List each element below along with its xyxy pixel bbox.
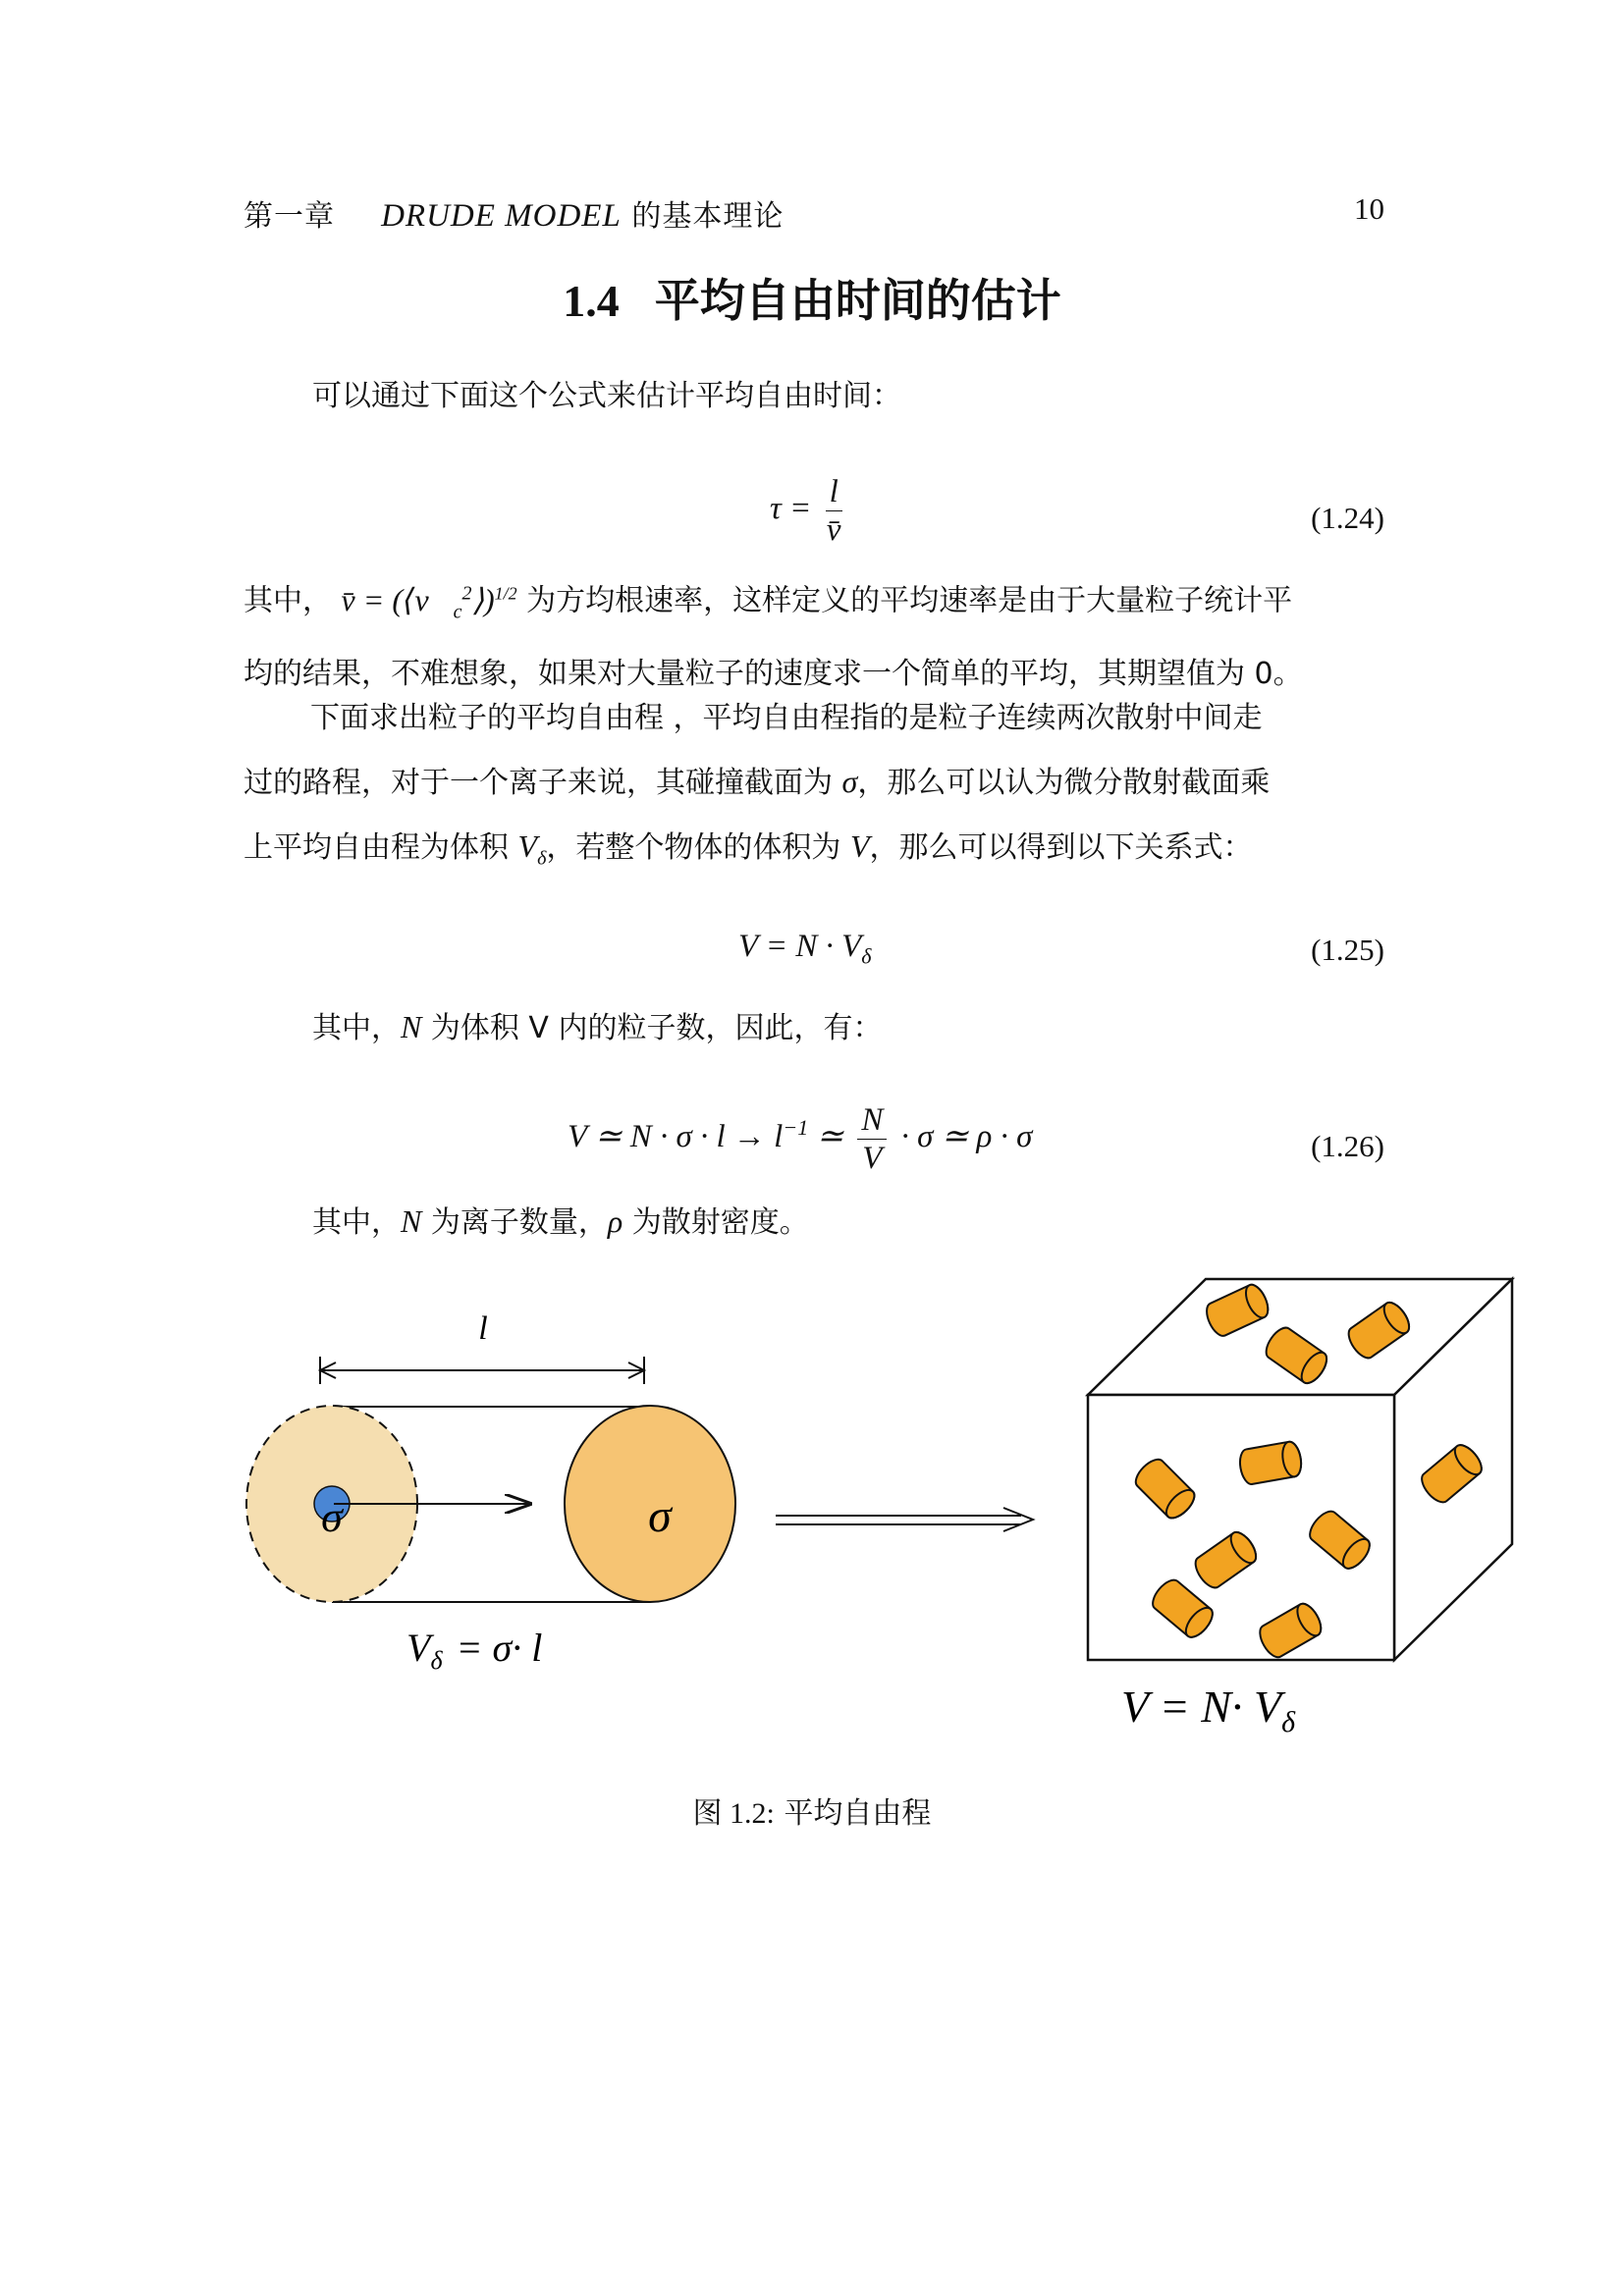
- vbar-lhs: v̄ = (⟨v⃗: [341, 581, 454, 617]
- equation-number-1-24: (1.24): [1311, 501, 1384, 535]
- p3-line3-b: ，若整个物体的体积为: [546, 830, 841, 865]
- p3-line1: 下面求出粒子的平均自由程 ，平均自由程指的是粒子连续两次散射中间走: [310, 701, 1263, 735]
- eq126-rhs: · σ ≃ ρ · σ: [900, 1119, 1033, 1155]
- caption-text: 平均自由程: [784, 1796, 932, 1831]
- eq125-sub: δ: [861, 943, 872, 969]
- total-formula-delta: δ: [1281, 1706, 1296, 1738]
- p3-v: V: [517, 828, 538, 864]
- page-number: 10: [1354, 191, 1384, 226]
- p3-line3-a: 上平均自由程为体积: [244, 830, 509, 865]
- volume-formula-delta: δ: [430, 1646, 443, 1675]
- total-volume-formula: [1121, 1682, 1296, 1738]
- section-heading: 平均自由时间的估计: [654, 274, 1061, 327]
- p5-N: N: [401, 1203, 422, 1239]
- length-label: l: [478, 1310, 488, 1347]
- paragraph-intro: 可以通过下面这个公式来估计平均自由时间：: [312, 379, 901, 413]
- p2-text-a: 其中，: [244, 583, 332, 618]
- eq126-mid: ≃: [808, 1119, 844, 1155]
- p5-text-b: 为离子数量，: [430, 1205, 608, 1240]
- p2-text-c: 均的结果，不难想象，如果对大量粒子的速度求一个简单的平均，其期望值为 0。: [244, 657, 1303, 692]
- header-title-latin: DRUDE MODEL: [381, 198, 622, 234]
- p4-text-b: 为体积 V 内的粒子数，因此，有：: [430, 1011, 883, 1045]
- end-sigma-label: σ: [648, 1490, 672, 1542]
- p3-delta: δ: [537, 847, 547, 870]
- vbar-sub: c: [453, 601, 462, 623]
- header-title-cjk: 的基本理论: [631, 199, 785, 234]
- eq124-lhs: τ =: [770, 491, 812, 527]
- p5-rho: ρ: [607, 1203, 623, 1239]
- vbar-exp: 1/2: [494, 583, 517, 603]
- p5-text-a: 其中，: [312, 1205, 401, 1240]
- figure-caption: [0, 1789, 1624, 1832]
- p3-line3-c: ，那么可以得到以下关系式：: [869, 830, 1253, 865]
- total-formula-text: V = N· V: [1121, 1682, 1282, 1732]
- eq126-lhs: V ≃ N · σ · l → l: [568, 1119, 784, 1155]
- vbar-rhs: ⟩): [471, 581, 495, 617]
- section-number: 1.4: [563, 276, 620, 326]
- p3-line2-a: 过的路程，对于一个离子来说，其碰撞截面为: [244, 766, 833, 800]
- p5-text-c: 为散射密度。: [631, 1205, 809, 1240]
- length-dimension: [320, 1310, 644, 1384]
- eq126-numerator: N: [857, 1101, 887, 1140]
- chapter-label: 第一章: [244, 199, 335, 234]
- eq124-numerator: l: [826, 473, 842, 511]
- p4-text-a: 其中，: [312, 1011, 401, 1045]
- implies-arrow: [776, 1508, 1033, 1531]
- volume-formula: [406, 1626, 542, 1675]
- eq125-text: V = N · V: [738, 929, 862, 964]
- p2-text-b: 为方均根速率，这样定义的平均速率是由于大量粒子统计平: [526, 583, 1293, 618]
- volume-formula-v: V: [406, 1626, 431, 1670]
- caption-label: 图 1.2:: [692, 1797, 775, 1830]
- p3-sigma: σ: [841, 764, 858, 799]
- volume-formula-rest: = σ· l: [456, 1626, 543, 1670]
- p4-N: N: [401, 1009, 422, 1044]
- p3-line2-b: ，那么可以认为微分散射截面乘: [857, 766, 1271, 800]
- equation-number-1-25: (1.25): [1311, 933, 1384, 967]
- start-sigma-label: σ: [321, 1493, 343, 1541]
- equation-number-1-26: (1.26): [1311, 1129, 1384, 1163]
- eq126-denominator: V: [862, 1141, 883, 1176]
- eq124-denominator: v̄: [826, 512, 841, 548]
- p3-V: V: [849, 828, 870, 864]
- vbar-sup: 2: [461, 582, 472, 604]
- eq126-sup: −1: [783, 1115, 809, 1141]
